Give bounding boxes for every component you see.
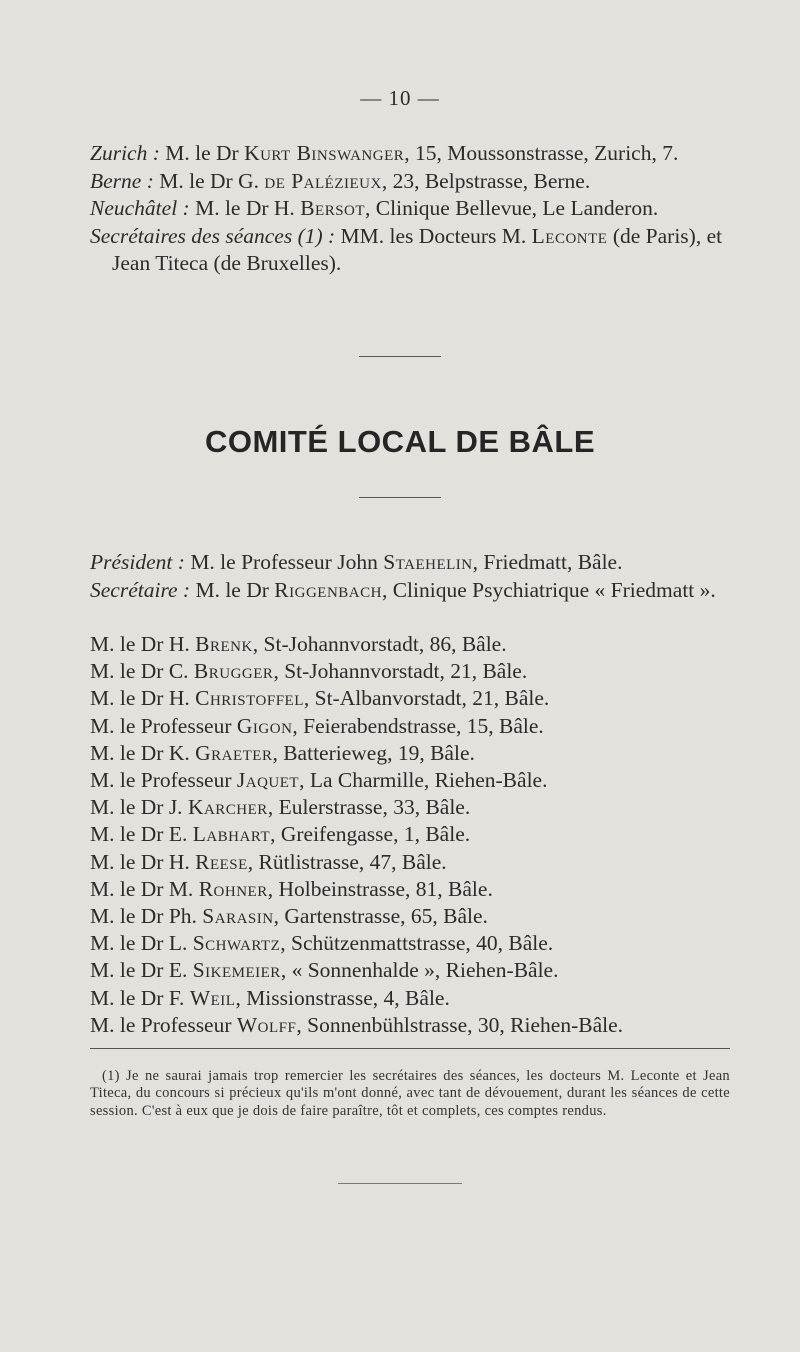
- member-entry: M. le Professeur Gigon, Feierabendstrasse, 15, Bâle.: [90, 713, 544, 738]
- member-entry: M. le Dr J. Karcher, Eulerstrasse, 33, Bâle.: [90, 795, 471, 820]
- member-entry: M. le Professeur Wolff, Sonnenbühlstrasse, 30, Riehen-Bâle.: [90, 1012, 624, 1037]
- footnote: (1) Je ne saurai jamais trop remercier les secrétaires des séances, les docteurs M. Leconte et Jean Titeca, du concours si précieux qu'ils m'ont donné, avec tant de dévouement, durant les séances de cette session. C'est à eux que je dois de faire paraître, tôt et complets, ces comptes rendus.: [90, 1068, 730, 1119]
- committee-officers: [90, 549, 730, 604]
- entry-secretaires: Secrétaires des séances (1) : MM. les Docteurs M. Leconte (de Paris), et Jean Titeca (de Bruxelles).: [90, 223, 723, 275]
- member-entry: M. le Dr F. Weil, Missionstrasse, 4, Bâle.: [90, 985, 450, 1010]
- end-rule: [338, 1183, 462, 1184]
- entry-zurich: Zurich : M. le Dr Kurt Binswanger, 15, Moussonstrasse, Zurich, 7.: [90, 141, 679, 165]
- entry-berne: Berne : M. le Dr G. de Palézieux, 23, Belpstrasse, Berne.: [90, 168, 591, 193]
- member-entry: M. le Dr E. Sikemeier, « Sonnenhalde », Riehen-Bâle.: [90, 958, 559, 983]
- member-entry: M. le Dr H. Brenk, St-Johannvorstadt, 86, Bâle.: [90, 632, 507, 656]
- member-entry: M. le Dr Ph. Sarasin, Gartenstrasse, 65, Bâle.: [90, 904, 488, 929]
- member-entry: M. le Dr E. Labhart, Greifengasse, 1, Bâle.: [90, 822, 471, 847]
- entry-neuchatel: Neuchâtel : M. le Dr H. Bersot, Clinique Bellevue, Le Landeron.: [90, 196, 659, 220]
- regional-delegates: [90, 140, 730, 278]
- member-entry: M. le Professeur Jaquet, La Charmille, Riehen-Bâle.: [90, 768, 548, 793]
- entry-president: Président : M. le Professeur John Staehelin, Friedmatt, Bâle.: [90, 550, 623, 574]
- entry-secretaire: Secrétaire : M. le Dr Riggenbach, Clinique Psychiatrique « Friedmatt ».: [90, 577, 716, 602]
- section-heading: COMITÉ LOCAL DE BÂLE: [204, 424, 596, 459]
- page-number: — 10 —: [360, 86, 440, 110]
- member-entry: M. le Dr H. Reese, Rütlistrasse, 47, Bâle.: [90, 849, 447, 874]
- member-entry: M. le Dr H. Christoffel, St-Albanvorstadt, 21, Bâle.: [90, 686, 550, 711]
- footnote-rule: [90, 1048, 730, 1049]
- member-entry: M. le Dr L. Schwartz, Schützenmattstrasse, 40, Bâle.: [90, 931, 554, 956]
- member-entry: M. le Dr M. Rohner, Holbeinstrasse, 81, Bâle.: [90, 876, 493, 901]
- separator-rule: [359, 497, 441, 498]
- member-entry: M. le Dr C. Brugger, St-Johannvorstadt, 21, Bâle.: [90, 659, 528, 684]
- separator-rule: [359, 356, 441, 357]
- member-entry: M. le Dr K. Graeter, Batterieweg, 19, Bâle.: [90, 740, 475, 765]
- member-list: [90, 631, 730, 1039]
